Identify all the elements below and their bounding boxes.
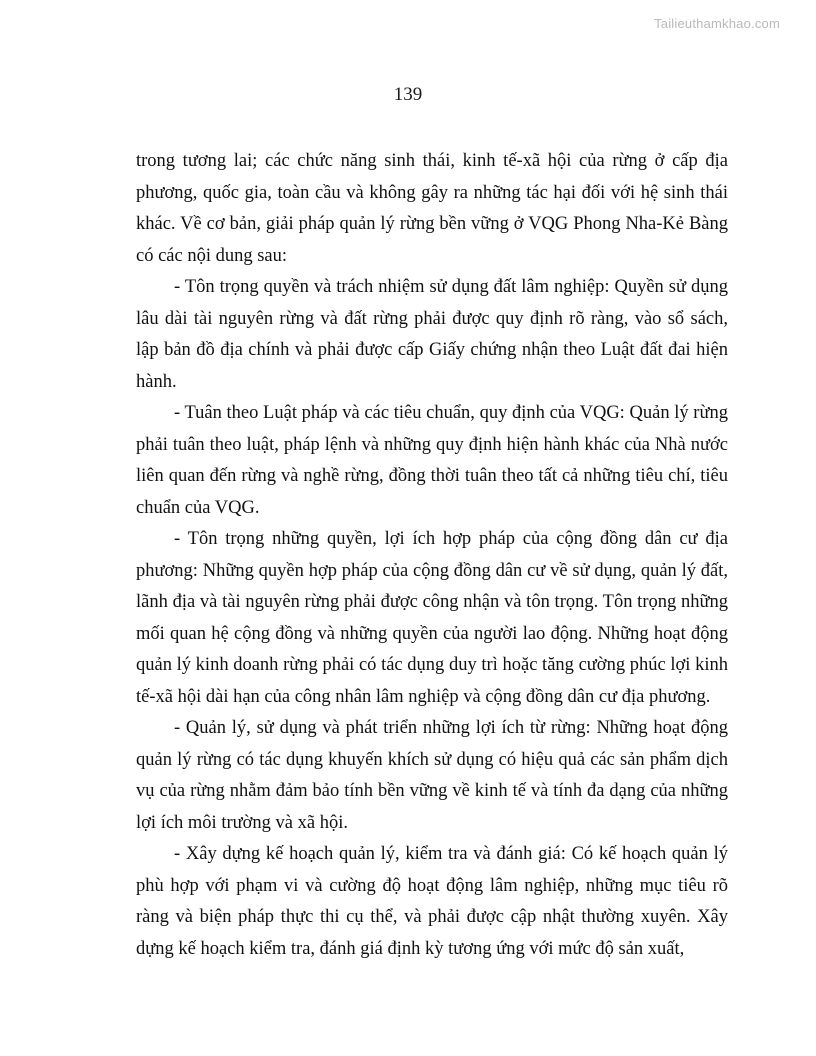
page-body-text (136, 146, 728, 965)
paragraph: - Quản lý, sử dụng và phát triển những lợi ích từ rừng: Những hoạt động quản lý rừng có tác dụng khuyến khích sử dụng có hiệu quả các sản phẩm dịch vụ của rừng nhằm đảm bảo tính bền vững về kinh tế và tính đa dạng của những lợi ích môi trường và xã hội. (136, 718, 728, 833)
watermark-text: Tailieuthamkhao.com (654, 16, 780, 31)
paragraph: trong tương lai; các chức năng sinh thái, kinh tế-xã hội của rừng ở cấp địa phương, quốc gia, toàn cầu và không gây ra những tác hại đối với hệ sinh thái khác. Về cơ bản, giải pháp quản lý rừng bền vững ở VQG Phong Nha-Kẻ Bàng có các nội dung sau: (136, 151, 728, 266)
paragraph: - Tôn trọng quyền và trách nhiệm sử dụng đất lâm nghiệp: Quyền sử dụng lâu dài tài nguyên rừng và đất rừng phải được quy định rõ ràng, vào sổ sách, lập bản đồ địa chính và phải được cấp Giấy chứng nhận theo Luật đất đai hiện hành. (136, 277, 728, 392)
paragraph: - Tuân theo Luật pháp và các tiêu chuẩn, quy định của VQG: Quản lý rừng phải tuân theo luật, pháp lệnh và những quy định hiện hành khác của Nhà nước liên quan đến rừng và nghề rừng, đồng thời tuân theo tất cả những tiêu chí, tiêu chuẩn của VQG. (136, 403, 728, 518)
page-number: 139 (393, 84, 423, 105)
paragraph: - Xây dựng kế hoạch quản lý, kiểm tra và đánh giá: Có kế hoạch quản lý phù hợp với phạm vi và cường độ hoạt động lâm nghiệp, những mục tiêu rõ ràng và biện pháp thực thi cụ thể, và phải được cập nhật thường xuyên. Xây dựng kế hoạch kiểm tra, đánh giá định kỳ tương ứng với mức độ sản xuất, (136, 844, 728, 959)
paragraph: - Tôn trọng những quyền, lợi ích hợp pháp của cộng đồng dân cư địa phương: Những quyền hợp pháp của cộng đồng dân cư về sử dụng, quản lý đất, lãnh địa và tài nguyên rừng phải được công nhận và tôn trọng. Tôn trọng những mối quan hệ cộng đồng và những quyền của người lao động. Những hoạt động quản lý kinh doanh rừng phải có tác dụng duy trì hoặc tăng cường phúc lợi kinh tế-xã hội dài hạn của công nhân lâm nghiệp và cộng đồng dân cư địa phương. (136, 529, 728, 707)
